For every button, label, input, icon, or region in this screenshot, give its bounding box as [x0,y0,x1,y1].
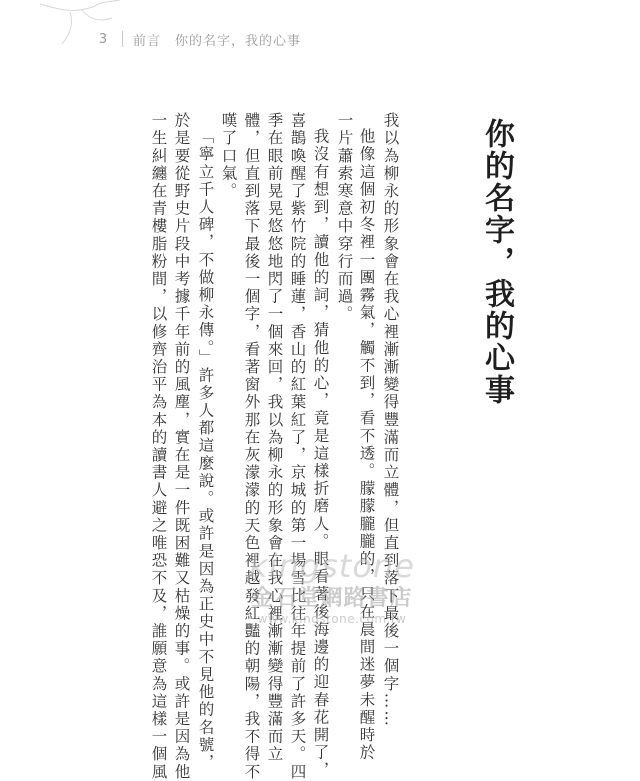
watermark-text-en: kingstone [249,547,415,585]
running-header [88,28,301,50]
watermark-text-cn: 金石堂網路書店 [251,585,413,611]
chapter-title: 你的名字，我的心事 [479,118,514,406]
running-head: 前言 你的名字，我的心事 [133,33,302,49]
body-column-7: 體，但直到落下最後一個字，看著窗外那在灰濛濛的天色裡越發紅豔的朝陽，我不得不 [242,112,261,781]
body-column-11: 一生糾纏在青樓脂粉間，以修齊治平為本的讀書人避之唯恐不及，誰願意為這樣一個風 [149,112,168,781]
body-column-9: 「寧立千人碑，不做柳永傳。」許多人都這麼說。或許是因為正史中不見他的名號， [196,128,215,772]
page-number: 3 [98,31,108,47]
body-column-4: 我沒有想到，讀他的詞，猜他的心，竟是這樣折磨人。眼看著後海邊的迎春花開了， [311,128,330,780]
body-column-6: 季在眼前晃晃悠悠地閃了一個來回，我以為柳永的形象會在我心裡漸漸變得豐滿而立 [265,112,284,764]
body-column-1: 我以為柳永的形象會在我心裡漸漸變得豐滿而立體，但直到落下最後一個字…… [381,112,400,728]
body-column-5: 喜鵲喚醒了紫竹院的睡蓮，香山的紅葉紅了，京城的第一場雪比往年提前了許多天。四 [288,112,307,781]
body-column-3: 一片蕭索寒意中穿行而過。 [335,112,354,324]
body-column-8: 嘆了口氣。 [219,112,238,200]
header-divider [122,31,123,47]
watermark-url: www.kingstone.com.tw [257,612,407,626]
body-column-2: 他像這個初冬裡一團霧氣，觸不到，看不透。朦朦朧朧的，只在晨間迷夢未醒時於 [357,128,376,762]
body-column-10: 於是要從野史片段中考據千年前的風塵，實在是一件既困難又枯燥的事。或許是因為他 [172,112,191,781]
